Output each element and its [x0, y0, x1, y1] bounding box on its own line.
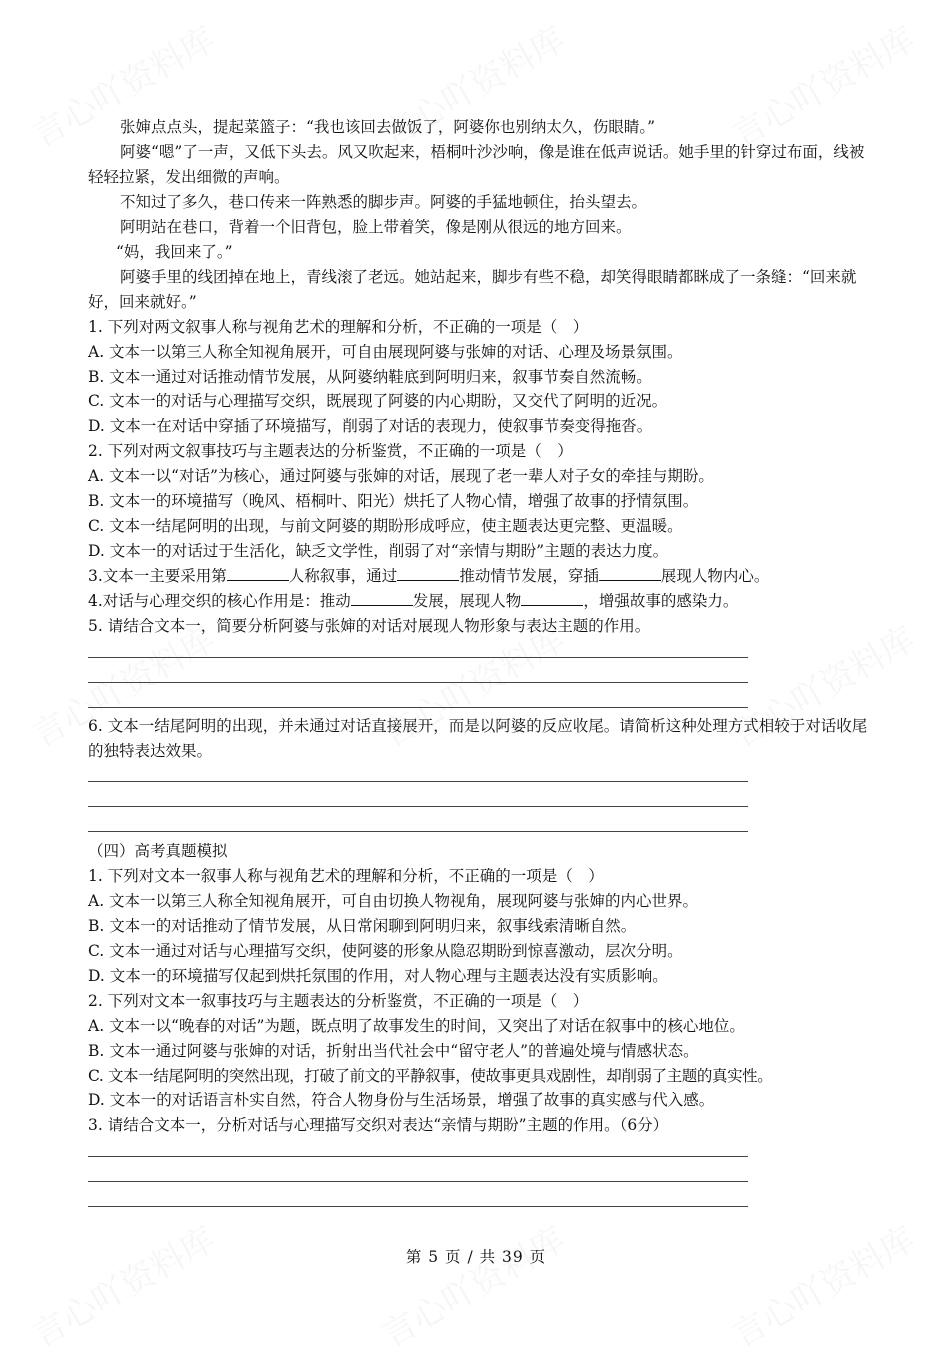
answer-blank[interactable] — [397, 564, 459, 581]
answer-line[interactable] — [88, 658, 748, 683]
section-4-question-2-option-c: C. 文本一结尾阿明的突然出现，打破了前文的平静叙事，使故事更具戏剧性，却削弱了主题的真实性。 — [88, 1066, 773, 1085]
answer-line[interactable] — [88, 683, 748, 708]
answer-blank[interactable] — [227, 564, 289, 581]
section-4-question-2-option-a: A. 文本一以“晚春的对话”为题，既点明了故事发生的时间，又突出了对话在叙事中的核心地位。 — [88, 1016, 745, 1035]
q3-text: 推动情节发展，穿插 — [459, 567, 599, 586]
watermark — [21, 1212, 222, 1356]
watermark — [371, 1212, 572, 1356]
section-4-question-1-option-c: C. 文本一通过对话与心理描写交织，使阿婆的形象从隐忍期盼到惊喜激动，层次分明。 — [88, 941, 683, 960]
question-2-option-c: C. 文本一结尾阿明的出现，与前文阿婆的期盼形成呼应，使主题表达更完整、更温暖。 — [88, 517, 683, 536]
answer-line[interactable] — [88, 807, 748, 832]
passage-paragraph: “妈，我回来了。” — [116, 242, 233, 261]
question-3-fill-blank — [88, 564, 868, 589]
passage-paragraph: 阿婆手里的线团掉在地上，青线滚了老远。她站起来，脚步有些不稳，却笑得眼睛都眯成了一条缝：“回来就好，回来就好。” — [88, 267, 857, 311]
answer-blank[interactable] — [521, 589, 583, 606]
passage-paragraph: 阿婆“嗯”了一声，又低下头去。风又吹起来，梧桐叶沙沙响，像是谁在低声说话。她手里的针穿过布面，线被轻轻拉紧，发出细微的声响。 — [88, 142, 865, 186]
section-4-title: （四）高考真题模拟 — [88, 841, 228, 860]
q4-text: ，增强故事的感染力。 — [583, 592, 739, 611]
answer-line[interactable] — [88, 1157, 748, 1182]
section-4-question-1-option-d: D. 文本一的环境描写仅起到烘托氛围的作用，对人物心理与主题表达没有实质影响。 — [88, 966, 668, 985]
watermark — [721, 1212, 922, 1356]
q3-text: 人称叙事，通过 — [288, 567, 398, 586]
answer-blank[interactable] — [599, 564, 661, 581]
page-content — [88, 115, 868, 1207]
passage-paragraph: 张婶点点头，提起菜篮子：“我也该回去做饭了，阿婆你也别纳太久，伤眼睛。” — [120, 118, 656, 136]
answer-line[interactable] — [88, 1182, 748, 1207]
answer-line[interactable] — [88, 782, 748, 807]
question-1-option-d: D. 文本一在对话中穿插了环境描写，削弱了对话的表现力，使叙事节奏变得拖沓。 — [88, 417, 653, 436]
q4-text: 发展，展现人物 — [412, 592, 522, 611]
question-2-option-b: B. 文本一的环境描写（晚风、梧桐叶、阳光）烘托了人物心情，增强了故事的抒情氛围。 — [88, 492, 699, 511]
section-4-question-3-stem: 3. 请结合文本一，分析对话与心理描写交织对表达“亲情与期盼”主题的作用。（6分） — [88, 1116, 669, 1135]
question-2-stem: 2. 下列对两文叙事技巧与主题表达的分析鉴赏，不正确的一项是（ ） — [88, 442, 573, 461]
section-4-question-1-stem: 1. 下列对文本一叙事人称与视角艺术的理解和分析，不正确的一项是（ ） — [88, 866, 604, 885]
answer-blank[interactable] — [351, 589, 413, 606]
section-4-question-2-option-b: B. 文本一通过阿婆与张婶的对话，折射出当代社会中“留守老人”的普遍处境与情感状态。 — [88, 1041, 699, 1060]
q3-text: 展现人物内心。 — [660, 567, 770, 586]
section-4-question-2-option-d: D. 文本一的对话语言朴实自然，符合人物身份与生活场景，增强了故事的真实感与代入感。 — [88, 1091, 715, 1110]
passage-paragraph: 阿明站在巷口，背着一个旧背包，脸上带着笑，像是刚从很远的地方回来。 — [120, 217, 632, 236]
question-2-option-d: D. 文本一的对话过于生活化，缺乏文学性，削弱了对“亲情与期盼”主题的表达力度。 — [88, 542, 669, 561]
section-4-question-2-stem: 2. 下列对文本一叙事技巧与主题表达的分析鉴赏，不正确的一项是（ ） — [88, 991, 589, 1010]
answer-line[interactable] — [88, 1138, 748, 1157]
question-5-stem: 5. 请结合文本一，简要分析阿婆与张婶的对话对展现人物形象与表达主题的作用。 — [88, 617, 651, 636]
question-6-stem: 6. 文本一结尾阿明的出现，并未通过对话直接展开，而是以阿婆的反应收尾。请简析这种处理方式相较于对话收尾的独特表达效果。 — [88, 717, 868, 760]
q4-text: 4.对话与心理交织的核心作用是：推动 — [88, 592, 351, 611]
question-4-fill-blank — [88, 589, 868, 614]
passage-paragraph: 不知过了多久，巷口传来一阵熟悉的脚步声。阿婆的手猛地顿住，抬头望去。 — [120, 192, 648, 211]
section-4-question-1-option-b: B. 文本一的对话推动了情节发展，从日常闲聊到阿明归来，叙事线索清晰自然。 — [88, 916, 637, 935]
q3-text: 3.文本一主要采用第 — [88, 567, 227, 586]
question-2-option-a: A. 文本一以“对话”为核心，通过阿婆与张婶的对话，展现了老一辈人对子女的牵挂与期盼。 — [88, 467, 714, 486]
page-number: 第 5 页 / 共 39 页 — [405, 1248, 547, 1266]
question-1-option-a: A. 文本一以第三人称全知视角展开，可自由展现阿婆与张婶的对话、心理及场景氛围。 — [88, 342, 683, 361]
question-1-stem: 1. 下列对两文叙事人称与视角艺术的理解和分析，不正确的一项是（ ） — [88, 317, 589, 336]
answer-line[interactable] — [88, 639, 748, 658]
question-1-option-c: C. 文本一的对话与心理描写交织，既展现了阿婆的内心期盼，又交代了阿明的近况。 — [88, 392, 668, 411]
question-1-option-b: B. 文本一通过对话推动情节发展，从阿婆纳鞋底到阿明归来，叙事节奏自然流畅。 — [88, 367, 652, 386]
answer-line[interactable] — [88, 764, 748, 782]
section-4-question-1-option-a: A. 文本一以第三人称全知视角展开，可自由切换人物视角，展现阿婆与张婶的内心世界。 — [88, 891, 699, 910]
